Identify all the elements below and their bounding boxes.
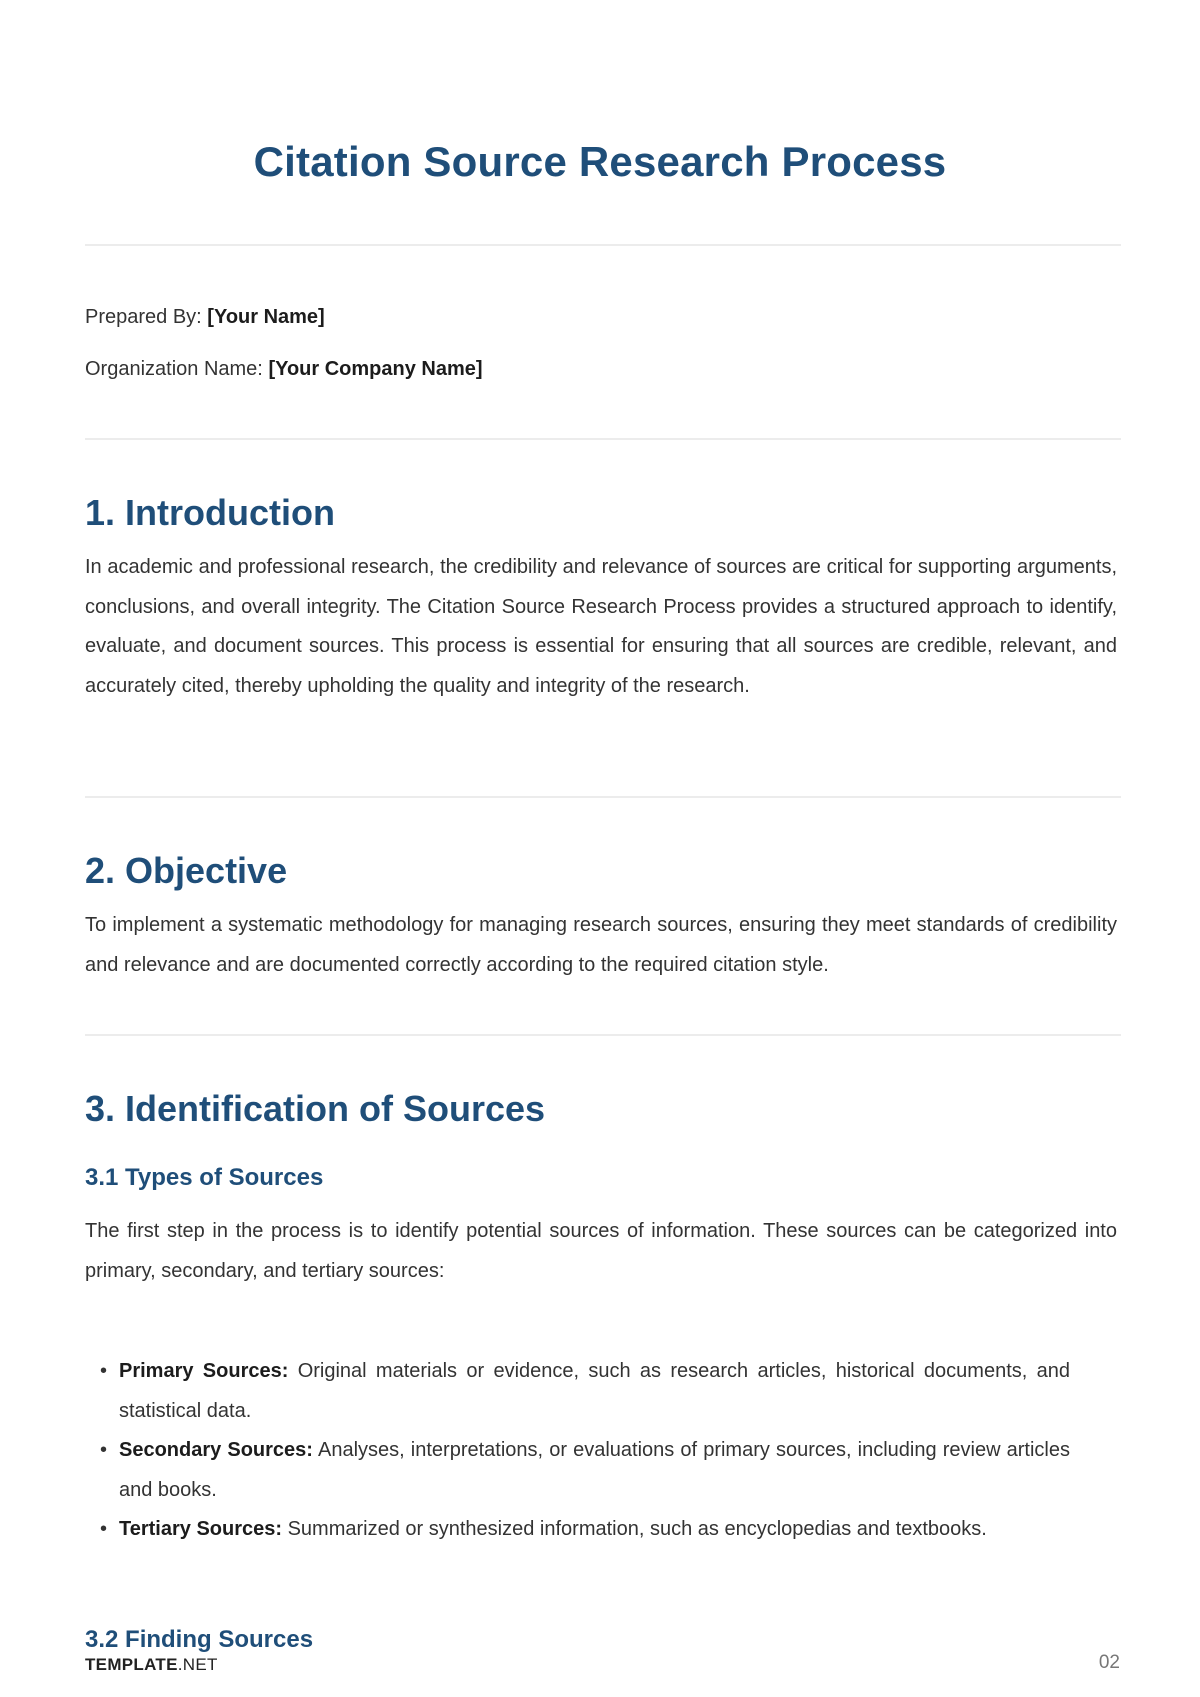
bullet-icon: •	[100, 1518, 108, 1540]
divider	[85, 244, 1121, 246]
subsection-heading-types: 3.1 Types of Sources	[85, 1164, 324, 1191]
types-paragraph: The first step in the process is to identify potential sources of information. These sources can be categorized into primary, secondary, and tertiary sources:	[85, 1220, 1117, 1282]
brand-bold: TEMPLATE	[85, 1655, 178, 1674]
footer-brand-logo	[85, 1655, 218, 1675]
list-item-text: Original materials or evidence, such as research articles, historical documents, and statistical data.	[119, 1360, 1070, 1422]
list-item-text: Summarized or synthesized information, such as encyclopedias and textbooks.	[287, 1518, 987, 1540]
organization-label: Organization Name:	[85, 358, 263, 380]
list-item	[100, 1510, 1070, 1550]
section-heading-objective: 2. Objective	[85, 850, 288, 891]
prepared-by-label: Prepared By:	[85, 306, 202, 328]
bullet-icon: •	[100, 1360, 108, 1382]
list-item-label: Primary Sources:	[119, 1360, 289, 1382]
section-heading-introduction: 1. Introduction	[85, 492, 335, 533]
source-types-list	[100, 1352, 1070, 1550]
divider	[85, 796, 1121, 798]
document-title: Citation Source Research Process	[253, 138, 947, 185]
list-item-text: Analyses, interpretations, or evaluations of primary sources, including review articles and books.	[119, 1439, 1070, 1501]
list-item	[100, 1431, 1070, 1510]
prepared-by-value: [Your Name]	[207, 306, 325, 328]
objective-paragraph: To implement a systematic methodology for managing research sources, ensuring they meet standards of credibility and relevance and are documented correctly according to the required citation style.	[85, 914, 1117, 976]
introduction-paragraph: In academic and professional research, the credibility and relevance of sources are critical for supporting arguments, conclusions, and overall integrity. The Citation Source Research Process provides a structured approach to identify, evaluate, and document sources. This process is essential for ensuring that all sources are credible, relevant, and accurately cited, thereby upholding the quality and integrity of the research.	[85, 556, 1117, 697]
list-item-label: Secondary Sources:	[119, 1439, 313, 1461]
prepared-by-line	[85, 306, 325, 329]
section-heading-identification: 3. Identification of Sources	[85, 1088, 546, 1129]
divider	[85, 1034, 1121, 1036]
page-number: 02	[1098, 1652, 1120, 1673]
list-item-label: Tertiary Sources:	[119, 1518, 283, 1540]
list-item	[100, 1352, 1070, 1431]
organization-value: [Your Company Name]	[268, 358, 483, 380]
brand-rest: .NET	[177, 1655, 218, 1674]
subsection-heading-finding: 3.2 Finding Sources	[85, 1626, 314, 1653]
bullet-icon: •	[100, 1439, 108, 1461]
organization-line	[85, 358, 483, 381]
divider	[85, 438, 1121, 440]
